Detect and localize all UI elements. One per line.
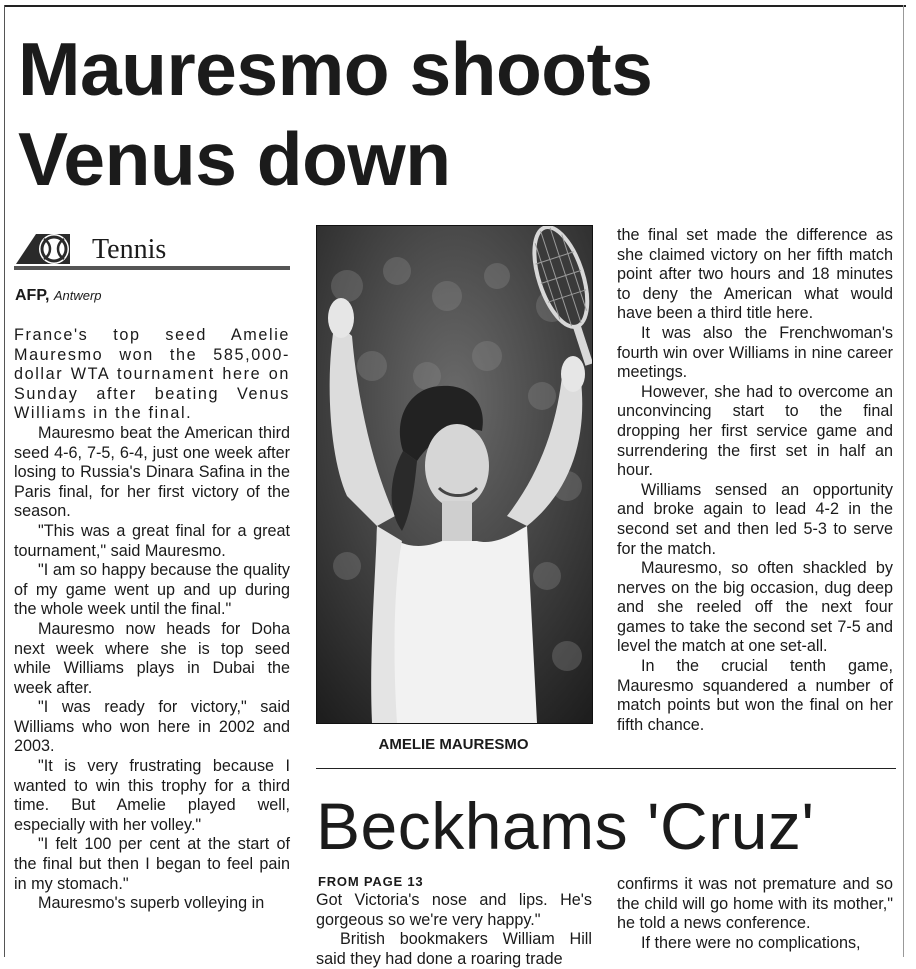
section-label: Tennis (92, 234, 167, 265)
dateline (15, 286, 102, 306)
paragraph: Mauresmo's superb volleying in (38, 894, 265, 913)
paragraph: Got Victoria's nose and lips. He's gorgeous so we're very happy." (316, 891, 592, 929)
paragraph: British bookmakers William Hill said they had done a roaring trade (316, 930, 592, 968)
paragraph: Williams sensed an opportunity and broke again to lead 4-2 in the second set and then led 5-3 to serve for the match. (617, 480, 893, 558)
player-photo (316, 225, 593, 724)
dateline-place: Antwerp (53, 288, 102, 303)
paragraph: "I was ready for victory," said Williams who won here in 2002 and 2003. (14, 698, 290, 756)
paragraph: If there were no complications, (641, 933, 861, 952)
second-story-column-right (617, 875, 893, 953)
paragraph: It was also the Frenchwoman's fourth win over Williams in nine career meetings. (617, 323, 893, 382)
page-edge-right (903, 5, 904, 957)
dateline-agency: AFP, (15, 287, 50, 304)
article-column-3 (617, 226, 893, 735)
paragraph: Mauresmo, so often shackled by nerves on the big occasion, dug deep and she reeled off the next four games to take the second set 7-5 and level the match at one set-all. (617, 559, 893, 656)
headline (18, 24, 778, 204)
second-story-column-left (316, 891, 592, 969)
paragraph: France's top seed Amelie Mauresmo won the 585,000-dollar WTA tournament here on Sunday after beating Venus Williams in the final. (14, 326, 290, 423)
paragraph: confirms it was not premature and so the child will go home with its mother," he told a news conference. (617, 875, 893, 933)
paragraph: Mauresmo now heads for Doha next week where she is top seed while Williams plays in Dubai the week after. (14, 619, 290, 697)
continuation-label: FROM PAGE 13 (318, 874, 424, 889)
paragraph: Mauresmo beat the American third seed 4-6, 7-5, 6-4, just one week after losing to Russia's Dinara Safina in the Paris final, for her first victory of the season. (14, 423, 290, 521)
paragraph: However, she had to overcome an unconvincing start to the final dropping her first service game and surrendering the first set in half an hour. (617, 382, 893, 480)
paragraph: "It is very frustrating because I wanted to win this trophy for a third time. But Amelie played well, especially with her volley." (14, 757, 290, 834)
page-edge-left (4, 5, 5, 957)
story-divider (316, 768, 896, 769)
paragraph: "I felt 100 per cent at the start of the final but then I began to feel pain in my stomach." (14, 835, 290, 893)
article-column-1 (14, 326, 290, 914)
paragraph: "This was a great final for a great tournament," said Mauresmo. (14, 521, 290, 560)
tennis-ball-icon (14, 230, 88, 266)
photo-caption: AMELIE MAURESMO (378, 736, 529, 753)
paragraph: In the crucial tenth game, Mauresmo squandered a number of match points but won the final on her fifth chance. (617, 657, 893, 734)
second-story-headline: Beckhams 'Cruz' (316, 789, 815, 863)
section-tag (14, 228, 290, 272)
paragraph: "I am so happy because the quality of my game went up and up during the whole week until the final." (14, 561, 290, 619)
headline-line: Venus down (18, 117, 451, 201)
top-rule (4, 5, 906, 7)
section-underline (14, 266, 290, 270)
headline-line: Mauresmo shoots (18, 27, 653, 111)
paragraph: the final set made the difference as she claimed victory on her fifth match point after two hours and 18 minutes to deny the American what would have been a third title here. (617, 226, 893, 323)
